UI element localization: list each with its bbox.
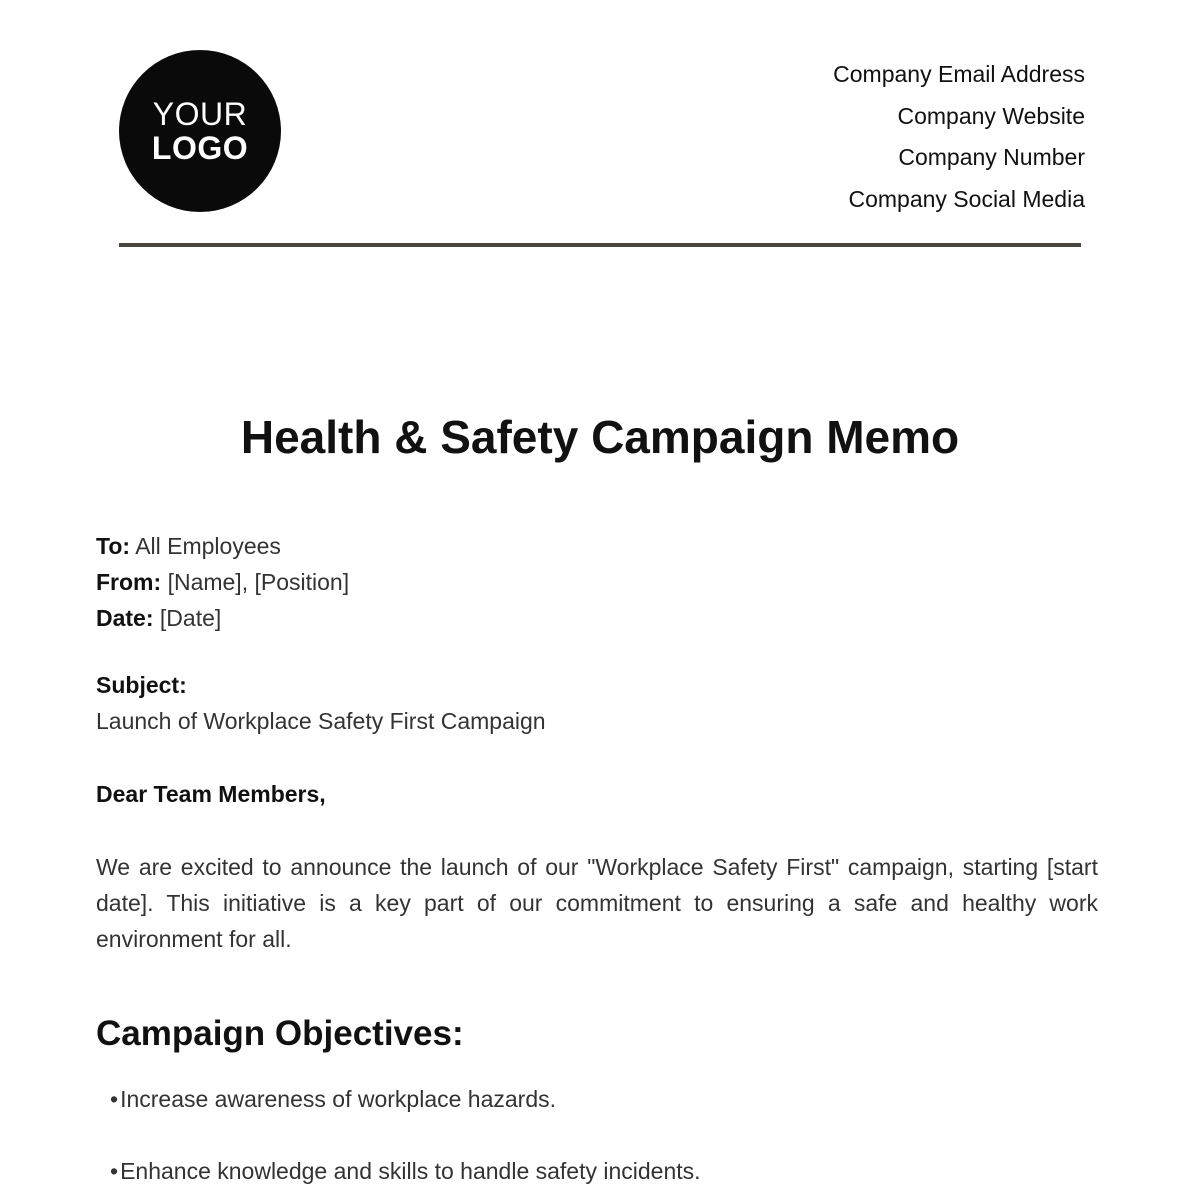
company-social-media: Company Social Media — [848, 185, 1085, 212]
company-website: Company Website — [897, 102, 1085, 129]
meta-to — [96, 528, 349, 564]
meta-date-label: Date: — [96, 605, 154, 631]
body-paragraph: We are excited to announce the launch of our "Workplace Safety First" campaign, starting [start date]. This initiative is a key part of our commitment to ensuring a safe and healthy work environment for all. — [96, 854, 1098, 952]
bullet-icon: • — [110, 1086, 119, 1112]
salutation: Dear Team Members, — [96, 781, 326, 807]
meta-date-value: [Date] — [159, 605, 222, 631]
company-logo — [119, 50, 281, 212]
subject-text: Launch of Workplace Safety First Campaign — [96, 708, 546, 734]
meta-to-value: All Employees — [135, 533, 281, 559]
logo-line-2: LOGO — [151, 130, 249, 166]
meta-from-value: [Name], [Position] — [167, 569, 350, 595]
meta-from — [96, 564, 349, 600]
objective-item — [110, 1086, 556, 1113]
bullet-icon: • — [110, 1158, 119, 1184]
meta-from-label: From: — [96, 569, 162, 595]
header-divider — [119, 243, 1081, 247]
objective-item — [110, 1158, 701, 1185]
objective-text: Increase awareness of workplace hazards. — [120, 1086, 557, 1112]
memo-meta — [96, 528, 349, 636]
memo-title: Health & Safety Campaign Memo — [240, 411, 960, 463]
company-number: Company Number — [898, 144, 1085, 170]
company-contact-block — [833, 54, 1085, 220]
objective-text: Enhance knowledge and skills to handle safety incidents. — [120, 1158, 701, 1184]
meta-date — [96, 600, 349, 636]
subject-label: Subject: — [96, 672, 187, 698]
objectives-heading: Campaign Objectives: — [96, 1014, 464, 1053]
logo-line-1: YOUR — [152, 96, 248, 132]
company-email: Company Email Address — [833, 61, 1085, 87]
meta-to-label: To: — [96, 533, 131, 559]
